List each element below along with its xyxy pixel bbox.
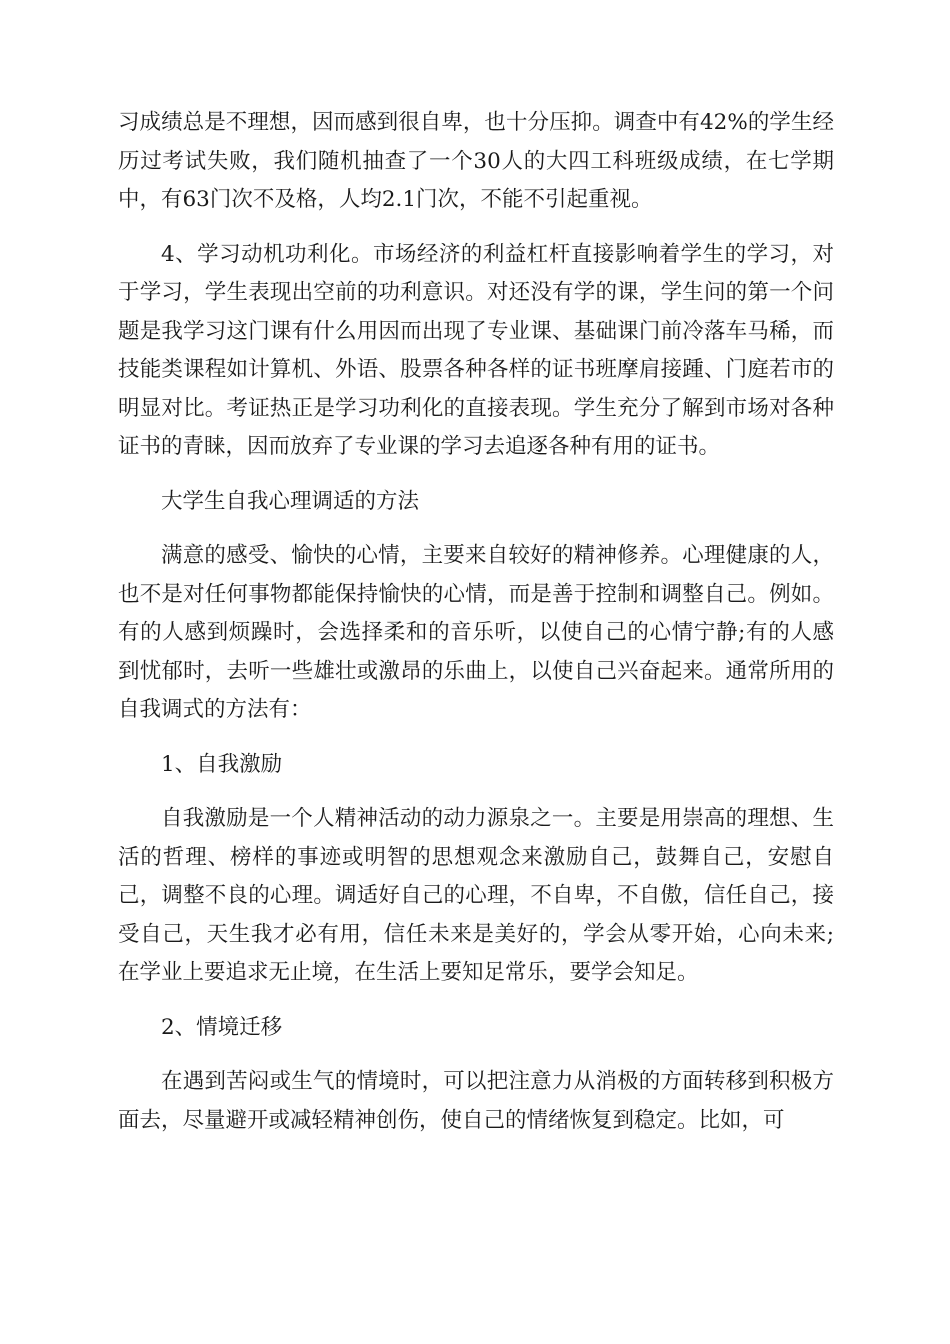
paragraph-learning-motivation: 4、学习动机功利化。市场经济的利益杠杆直接影响着学生的学习，对于学习，学生表现出空前的功利意识。对还没有学的课，学生问的第一个问题是我学习这门课有什么用因而出现了专业课、基础课门前冷落车马稀，而技能类课程如计算机、外语、股票各种各样的证书班摩肩接踵、门庭若市的明显对比。考证热正是学习功利化的直接表现。学生充分了解到市场对各种证书的青睐，因而放弃了专业课的学习去追逐各种有用的证书。 (118, 241, 834, 459)
paragraph-continuation: 习成绩总是不理想，因而感到很自卑，也十分压抑。调查中有42%的学生经历过考试失败，我们随机抽查了一个30人的大四工科班级成绩，在七学期中，有63门次不及格，人均2.1门次，不能不引起重视。 (118, 110, 834, 212)
paragraph-intro-methods: 满意的感受、愉快的心情，主要来自较好的精神修养。心理健康的人，也不是对任何事物都能保持愉快的心情，而是善于控制和调整自己。例如。有的人感到烦躁时，会选择柔和的音乐听，以使自己的心情宁静;有的人感到忧郁时，去听一些雄壮或激昂的乐曲上，以使自己兴奋起来。通常所用的自我调式的方法有： (118, 543, 834, 722)
subheading-situation-transfer: 2、情境迁移 (161, 1014, 283, 1040)
document-page (118, 104, 834, 1156)
paragraph-situation-transfer: 在遇到苦闷或生气的情境时，可以把注意力从消极的方面转移到积极方面去，尽量避开或减轻精神创伤，使自己的情绪恢复到稳定。比如，可 (118, 1069, 834, 1133)
subheading-self-motivation: 1、自我激励 (161, 751, 283, 777)
paragraph-self-motivation: 自我激励是一个人精神活动的动力源泉之一。主要是用崇高的理想、生活的哲理、榜样的事迹或明智的思想观念来激励自己，鼓舞自己，安慰自己，调整不良的心理。调适好自己的心理，不自卑，不自傲，信任自己，接受自己，天生我才必有用，信任未来是美好的，学会从零开始，心向未来;在学业上要追求无止境，在生活上要知足常乐，要学会知足。 (118, 806, 834, 985)
section-heading-methods: 大学生自我心理调适的方法 (161, 488, 420, 514)
